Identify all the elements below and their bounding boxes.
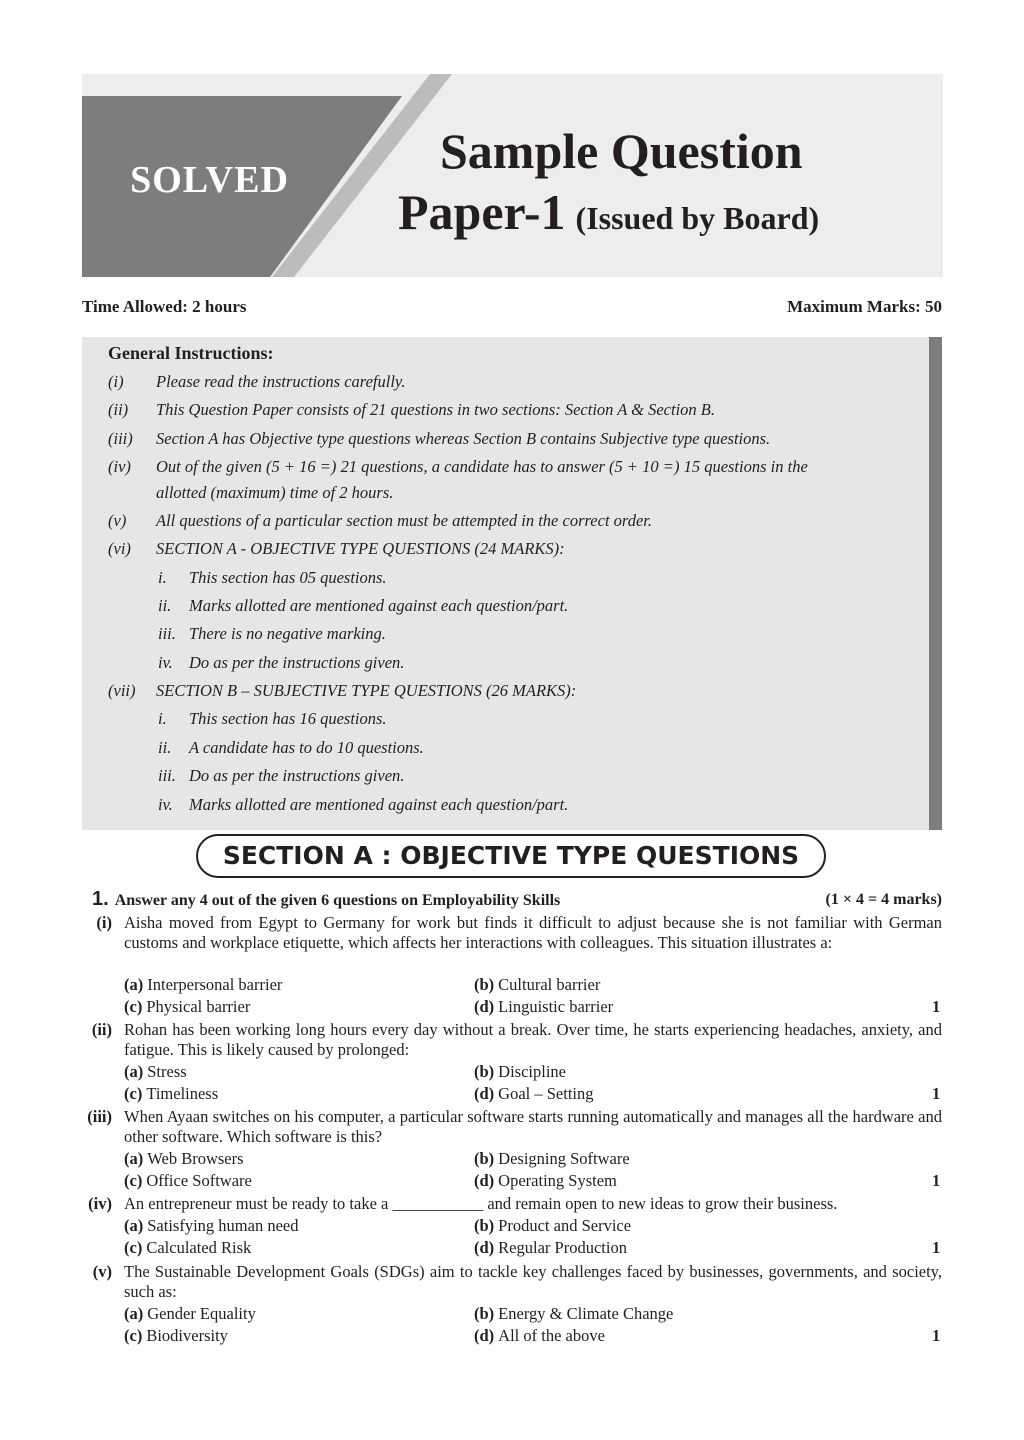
option-label: (d) bbox=[474, 1084, 495, 1103]
option-b bbox=[474, 1149, 630, 1169]
option-label: (c) bbox=[124, 1171, 143, 1190]
subitem-num: iii. bbox=[158, 766, 176, 785]
option-b bbox=[474, 1216, 631, 1236]
option-label: (d) bbox=[474, 997, 495, 1016]
subitem-text: There is no negative marking. bbox=[189, 624, 386, 643]
general-instructions-box bbox=[82, 337, 942, 830]
option-label: (c) bbox=[124, 1326, 143, 1345]
option-label: (d) bbox=[474, 1171, 495, 1190]
subquestion-stem: The Sustainable Development Goals (SDGs) aim to tackle key challenges faced by businesses, governments, and society, such as: bbox=[124, 1262, 942, 1301]
maximum-marks: Maximum Marks: 50 bbox=[787, 297, 942, 316]
option-label: (d) bbox=[474, 1326, 495, 1345]
instruction-text: SECTION A - OBJECTIVE TYPE QUESTIONS (24 MARKS): bbox=[156, 539, 565, 558]
option-text: Timeliness bbox=[146, 1084, 219, 1103]
instructions-heading: General Instructions: bbox=[108, 343, 274, 363]
subitem-num: i. bbox=[158, 709, 167, 728]
option-text: Designing Software bbox=[498, 1149, 630, 1168]
instruction-num: (iv) bbox=[108, 457, 131, 476]
option-d bbox=[474, 1326, 605, 1346]
subquestion-num: (iv) bbox=[88, 1194, 112, 1213]
option-c bbox=[124, 1326, 228, 1346]
option-a bbox=[124, 975, 282, 995]
subitem-num: iii. bbox=[158, 624, 176, 643]
option-text: Linguistic barrier bbox=[498, 997, 614, 1016]
option-b bbox=[474, 1062, 566, 1082]
option-d bbox=[474, 1171, 617, 1191]
subquestion-num: (v) bbox=[92, 1262, 112, 1281]
option-a bbox=[124, 1304, 256, 1324]
option-label: (b) bbox=[474, 975, 495, 994]
option-c bbox=[124, 1238, 251, 1258]
option-a bbox=[124, 1062, 187, 1082]
subitem-text: A candidate has to do 10 questions. bbox=[189, 738, 424, 757]
page-title-main: Paper-1 bbox=[398, 184, 566, 240]
subquestion-mark: 1 bbox=[932, 1326, 941, 1345]
subquestion-mark: 1 bbox=[932, 1084, 941, 1103]
subquestion-mark: 1 bbox=[932, 1238, 941, 1257]
instruction-text: Please read the instructions carefully. bbox=[156, 372, 406, 391]
instruction-num: (iii) bbox=[108, 429, 133, 448]
option-text: Physical barrier bbox=[146, 997, 251, 1016]
option-text: Regular Production bbox=[498, 1238, 627, 1257]
option-label: (a) bbox=[124, 1149, 144, 1168]
option-label: (c) bbox=[124, 997, 143, 1016]
section-a-heading: SECTION A : OBJECTIVE TYPE QUESTIONS bbox=[196, 834, 826, 878]
option-label: (d) bbox=[474, 1238, 495, 1257]
instruction-num: (v) bbox=[108, 511, 127, 530]
subquestion-num: (ii) bbox=[91, 1020, 112, 1039]
instruction-text: Section A has Objective type questions whereas Section B contains Subjective type questions. bbox=[156, 429, 771, 448]
subitem-num: iv. bbox=[158, 795, 173, 814]
option-text: Operating System bbox=[498, 1171, 617, 1190]
option-label: (b) bbox=[474, 1304, 495, 1323]
option-text: Web Browsers bbox=[147, 1149, 244, 1168]
instruction-text: This Question Paper consists of 21 questions in two sections: Section A & Section B. bbox=[156, 400, 715, 419]
option-d bbox=[474, 1238, 627, 1258]
subitem-text: Do as per the instructions given. bbox=[189, 766, 405, 785]
option-text: Office Software bbox=[146, 1171, 252, 1190]
solved-badge: SOLVED bbox=[130, 159, 289, 201]
option-label: (c) bbox=[124, 1084, 143, 1103]
time-allowed: Time Allowed: 2 hours bbox=[82, 297, 247, 316]
option-text: Energy & Climate Change bbox=[498, 1304, 674, 1323]
subitem-num: i. bbox=[158, 568, 167, 587]
option-label: (a) bbox=[124, 975, 144, 994]
subitem-text: Marks allotted are mentioned against each question/part. bbox=[189, 596, 569, 615]
subitem-text: This section has 05 questions. bbox=[189, 568, 387, 587]
subitem-text: Marks allotted are mentioned against each question/part. bbox=[189, 795, 569, 814]
subquestion-stem: An entrepreneur must be ready to take a ___________ and remain open to new ideas to grow their business. bbox=[124, 1194, 838, 1213]
instruction-num: (vii) bbox=[108, 681, 136, 700]
question-number: 1. bbox=[92, 888, 109, 910]
instruction-num: (vi) bbox=[108, 539, 131, 558]
subquestion-num: (iii) bbox=[87, 1107, 112, 1126]
option-b bbox=[474, 1304, 673, 1324]
option-text: Product and Service bbox=[498, 1216, 632, 1235]
option-text: Goal – Setting bbox=[498, 1084, 594, 1103]
option-c bbox=[124, 1171, 252, 1191]
instruction-text: allotted (maximum) time of 2 hours. bbox=[156, 483, 394, 502]
subitem-num: ii. bbox=[158, 596, 172, 615]
subquestion-stem: When Ayaan switches on his computer, a particular software starts running automatically and manages all the hardware and other software. Which software is this? bbox=[124, 1107, 942, 1146]
option-label: (a) bbox=[124, 1304, 144, 1323]
option-label: (a) bbox=[124, 1062, 144, 1081]
subitem-text: Do as per the instructions given. bbox=[189, 653, 405, 672]
subquestion-mark: 1 bbox=[932, 1171, 941, 1190]
question-text: Answer any 4 out of the given 6 questions on Employability Skills bbox=[114, 892, 561, 909]
instruction-text: SECTION B – SUBJECTIVE TYPE QUESTIONS (26 MARKS): bbox=[156, 681, 577, 700]
subquestion-num: (i) bbox=[96, 913, 112, 932]
option-b bbox=[474, 975, 600, 995]
page-title-line1: Sample Question bbox=[440, 123, 803, 179]
instruction-text: All questions of a particular section must be attempted in the correct order. bbox=[156, 511, 653, 530]
option-a bbox=[124, 1216, 298, 1236]
option-label: (b) bbox=[474, 1062, 495, 1081]
page-title-line2 bbox=[398, 183, 819, 241]
page-subtitle: (Issued by Board) bbox=[575, 200, 820, 236]
subitem-num: ii. bbox=[158, 738, 172, 757]
option-label: (b) bbox=[474, 1149, 495, 1168]
option-text: Stress bbox=[147, 1062, 187, 1081]
instruction-text: Out of the given (5 + 16 =) 21 questions, a candidate has to answer (5 + 10 =) 15 questions in the bbox=[156, 457, 808, 476]
question-1-marks: (1 × 4 = 4 marks) bbox=[825, 891, 942, 908]
subitem-num: iv. bbox=[158, 653, 173, 672]
option-d bbox=[474, 997, 613, 1017]
option-text: Biodiversity bbox=[146, 1326, 228, 1345]
option-text: Gender Equality bbox=[147, 1304, 256, 1323]
option-d bbox=[474, 1084, 594, 1104]
instruction-num: (i) bbox=[108, 372, 124, 391]
option-text: Discipline bbox=[498, 1062, 566, 1081]
question-1-title bbox=[92, 888, 560, 911]
option-label: (b) bbox=[474, 1216, 495, 1235]
option-text: Calculated Risk bbox=[146, 1238, 252, 1257]
subquestion-stem: Rohan has been working long hours every day without a break. Over time, he starts experiencing headaches, anxiety, and fatigue. This is likely caused by prolonged: bbox=[124, 1020, 942, 1059]
option-label: (a) bbox=[124, 1216, 144, 1235]
option-c bbox=[124, 997, 250, 1017]
subquestion-stem: Aisha moved from Egypt to Germany for work but finds it difficult to adjust because she is not familiar with German customs and workplace etiquette, which affects her interactions with colleagues. This situation illustrates a: bbox=[124, 913, 942, 952]
option-text: Interpersonal barrier bbox=[147, 975, 283, 994]
option-label: (c) bbox=[124, 1238, 143, 1257]
subitem-text: This section has 16 questions. bbox=[189, 709, 387, 728]
option-text: Satisfying human need bbox=[147, 1216, 299, 1235]
option-text: All of the above bbox=[498, 1326, 605, 1345]
subquestion-mark: 1 bbox=[932, 997, 941, 1016]
option-text: Cultural barrier bbox=[498, 975, 601, 994]
option-c bbox=[124, 1084, 218, 1104]
option-a bbox=[124, 1149, 244, 1169]
instruction-num: (ii) bbox=[108, 400, 129, 419]
